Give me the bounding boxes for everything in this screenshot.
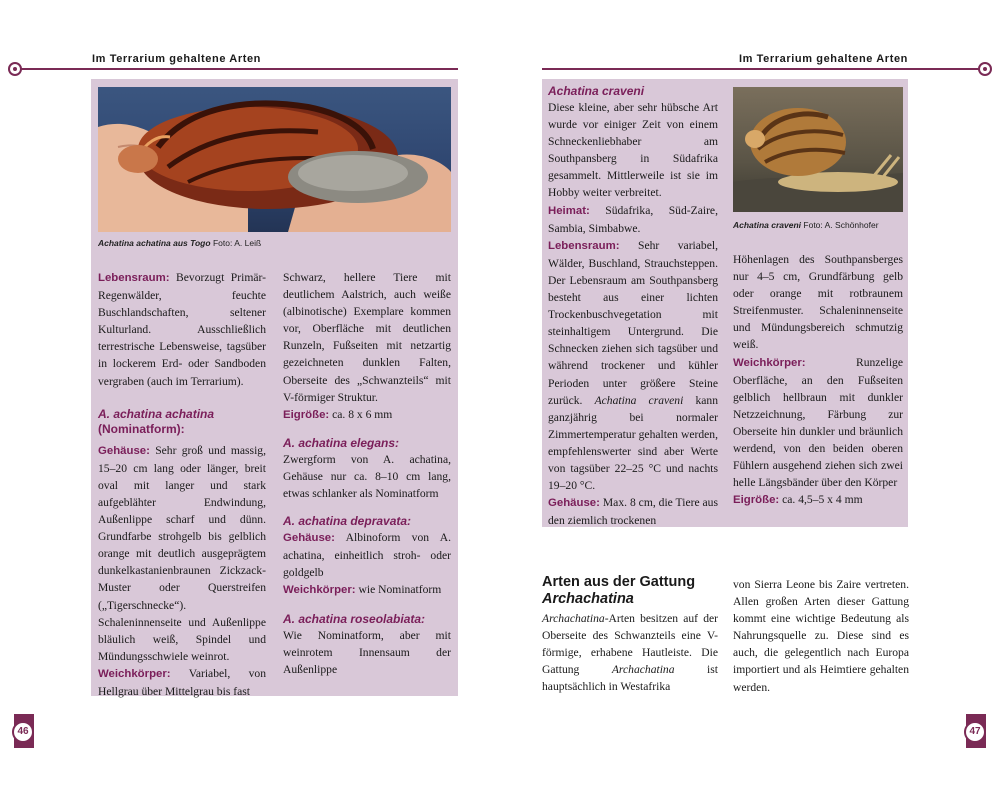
label-heimat: Heimat: — [548, 204, 590, 217]
caption-species-craveni: Achatina craveni — [733, 220, 802, 230]
header-rule-right — [542, 68, 980, 70]
page-number-tab-right — [966, 714, 986, 748]
label-depravata-weichkoerper: Weichkörper: — [283, 584, 356, 597]
photo-caption-left — [98, 238, 261, 248]
caption-credit-craveni: Foto: A. Schönhofer — [803, 220, 879, 230]
right-column-1 — [548, 84, 718, 529]
section-text-b: ist hauptsächlich in Westafrika — [542, 663, 718, 694]
page-number-left: 46 — [12, 721, 34, 743]
text-gehaeuse-craveni: Max. 8 cm, die Tiere aus den ziemlich trockenen — [548, 496, 718, 528]
species-title-roseolabiata: A. achatina roseolabiata: — [283, 611, 426, 626]
left-info-box — [91, 79, 458, 696]
label-gehaeuse: Gehäuse: — [98, 444, 150, 457]
caption-credit: Foto: A. Leiß — [212, 238, 262, 248]
section-genus: Archachatina — [542, 612, 605, 625]
running-header-left: Im Terrarium gehaltene Arten — [92, 53, 262, 65]
text-weichkoerper: Variabel, von Hellgrau über Mittelgrau bis fast — [98, 666, 266, 698]
species-title-craveni: Achatina craveni — [548, 84, 645, 98]
text-gehaeuse: Sehr groß und massig, 15–20 cm lang oder länger, breit oval mit langer und stark aufgeblähter Endwindung, Außenlippe scharf und dünn. Grundfarbe strohgelb bis gelblich orange mit deutlich ausgeprägtem dunkelkastanienbraunen Zickzack-Muster oder Querstreifen („Tigerschnecke“). Schaleninnenseite und Außenlippe bläulich weiß, Spindel und Mündungsschwiele weinrot. — [98, 443, 266, 663]
left-column-2 — [283, 269, 451, 678]
label-lebensraum: Lebensraum: — [98, 272, 170, 284]
photo-caption-right — [733, 220, 879, 230]
text-lebensraum: Bevorzugt Primär-Regenwälder, feuchte Buschlandschaften, seltener Kulturland. Ausschließlich terrestrische Lebensweise, tagsüber in lockerem Erd- oder Sandboden vergraben (auch im Terrarium). — [98, 271, 266, 388]
label-lebensraum-craveni: Lebensraum: — [548, 239, 620, 252]
text-craveni-col2: Höhenlagen des Southpansberges nur 4–5 cm, Grundfärbung gelb oder orange mit rotbraunem Streifenmuster. Schaleninnenseite und Mündungsbereich schmutzig weiß. — [733, 253, 903, 352]
left-column-1 — [98, 269, 266, 700]
right-info-box — [542, 79, 908, 527]
label-weichkoerper-craveni: Weichkörper: — [733, 356, 806, 369]
text-lebensraum-craveni-a: Sehr variabel, Wälder, Buschland, Strauchsteppen. Der Lebensraum am Southpansberg besteht aus einer lichten Trockenbuschvegetation mit steinhaltigem Untergrund. Die Schnecken ziehen sich tagsüber und während trockener und kühler Perioden unter größere Steine zurück. — [548, 238, 718, 407]
header-ornament-right — [978, 62, 992, 76]
section-col2-text: von Sierra Leone bis Zaire vertreten. Allen großen Arten dieser Gattung kommt eine wichtige Bedeutung als Nahrungsquelle zu. Diese sind es auch, die gelegentlich nach Europa importiert und als Heimtiere gehalten werden. — [733, 578, 909, 694]
text-eigroesse-craveni: ca. 4,5–5 x 4 mm — [782, 493, 863, 507]
text-depravata: Albinoform von A. achatina, einheitlich stroh- oder goldgelb — [283, 531, 452, 580]
label-depravata-gehaeuse: Gehäuse: — [283, 532, 335, 545]
text-weichkoerper-craveni: Runzelige Oberfläche, an den Fußseiten gelblich hellbraun mit dunkler Netzzeichnung, Färbung zur Oberseite hin dunkler und bräunlich werdend, von den beiden oberen Fühlern ausgehend ziehen sich zwei helle Längsbänder über den Körper — [733, 355, 903, 490]
text-roseolabiata: Wie Nominatform, aber mit weinrotem Innensaum der Außenlippe — [283, 628, 451, 676]
text-eigroesse: ca. 8 x 6 mm — [332, 407, 393, 421]
snail-photo-achatina-craveni — [733, 87, 903, 212]
text-depravata-weichkoerper: wie Nominatform — [358, 583, 442, 597]
label-weichkoerper: Weichkörper: — [98, 667, 171, 680]
text-elegans: Zwergform von A. achatina, Gehäuse nur ca. 8–10 cm lang, etwas schlanker als Nominatform — [283, 452, 451, 501]
section-text-a: -Arten besitzen auf der Oberseite des Schwanzteils eine V-förmige, erhabene Hautleiste. Die Gattung — [542, 612, 718, 677]
species-title-elegans: A. achatina elegans: — [283, 435, 400, 450]
text-heimat: Südafrika, Süd-Zaire, Sambia, Simbabwe. — [548, 203, 718, 235]
label-eigroesse: Eigröße: — [283, 408, 330, 421]
section-heading-archachatina — [542, 574, 722, 608]
text-lebensraum-craveni-b: kann ganzjährig bei normaler Zimmertemperatur gehalten werden, empfehlenswerter sind aber Werte von tagsüber 22–25 °C und nachts 19–20 °C. — [548, 393, 718, 493]
species-subtitle-nominatform: (Nominatform): — [98, 421, 185, 436]
caption-species: Achatina achatina aus Togo — [98, 238, 211, 248]
label-gehaeuse-craveni: Gehäuse: — [548, 497, 600, 510]
species-title-depravata: A. achatina depravata: — [283, 514, 412, 529]
text-lebensraum-species: Achatina craveni — [594, 393, 684, 407]
text-weichkoerper-continued: Schwarz, hellere Tiere mit deutlichem Aalstrich, auch weiße (albinotische) Exemplare kommen vor, Oberfläche mit deutlichen Runzeln, Fußseiten mit netzartig gezeichneten dunklen Falten, Oberseite des „Schwanzteils“ mit V-förmiger Struktur. — [283, 271, 451, 404]
running-header-right: Im Terrarium gehaltene Arten — [738, 53, 908, 65]
page-number-tab-left — [14, 714, 34, 748]
section-heading-line1: Arten aus der Gattung — [542, 574, 696, 590]
section-genus-2: Archachatina — [611, 663, 675, 677]
page-number-right: 47 — [964, 721, 986, 743]
craveni-illustration — [733, 87, 903, 212]
text-craveni-intro: Diese kleine, aber sehr hübsche Art wurde vor einiger Zeit von einem Schneckenliebhaber am Southpansberg in Südafrika gesammelt. Mittlerweile ist sie im Hobby weiter verbreitet. — [548, 101, 718, 200]
section-column-2 — [733, 576, 909, 696]
label-eigroesse-craveni: Eigröße: — [733, 494, 780, 507]
snail-illustration — [98, 87, 451, 232]
section-heading-line2: Archachatina — [542, 591, 634, 607]
section-column-1 — [542, 610, 718, 695]
snail-photo-achatina-achatina — [98, 87, 451, 232]
right-column-2 — [733, 251, 903, 509]
species-title-achatina-achatina: A. achatina achatina — [98, 406, 215, 421]
header-rule-left — [20, 68, 458, 70]
